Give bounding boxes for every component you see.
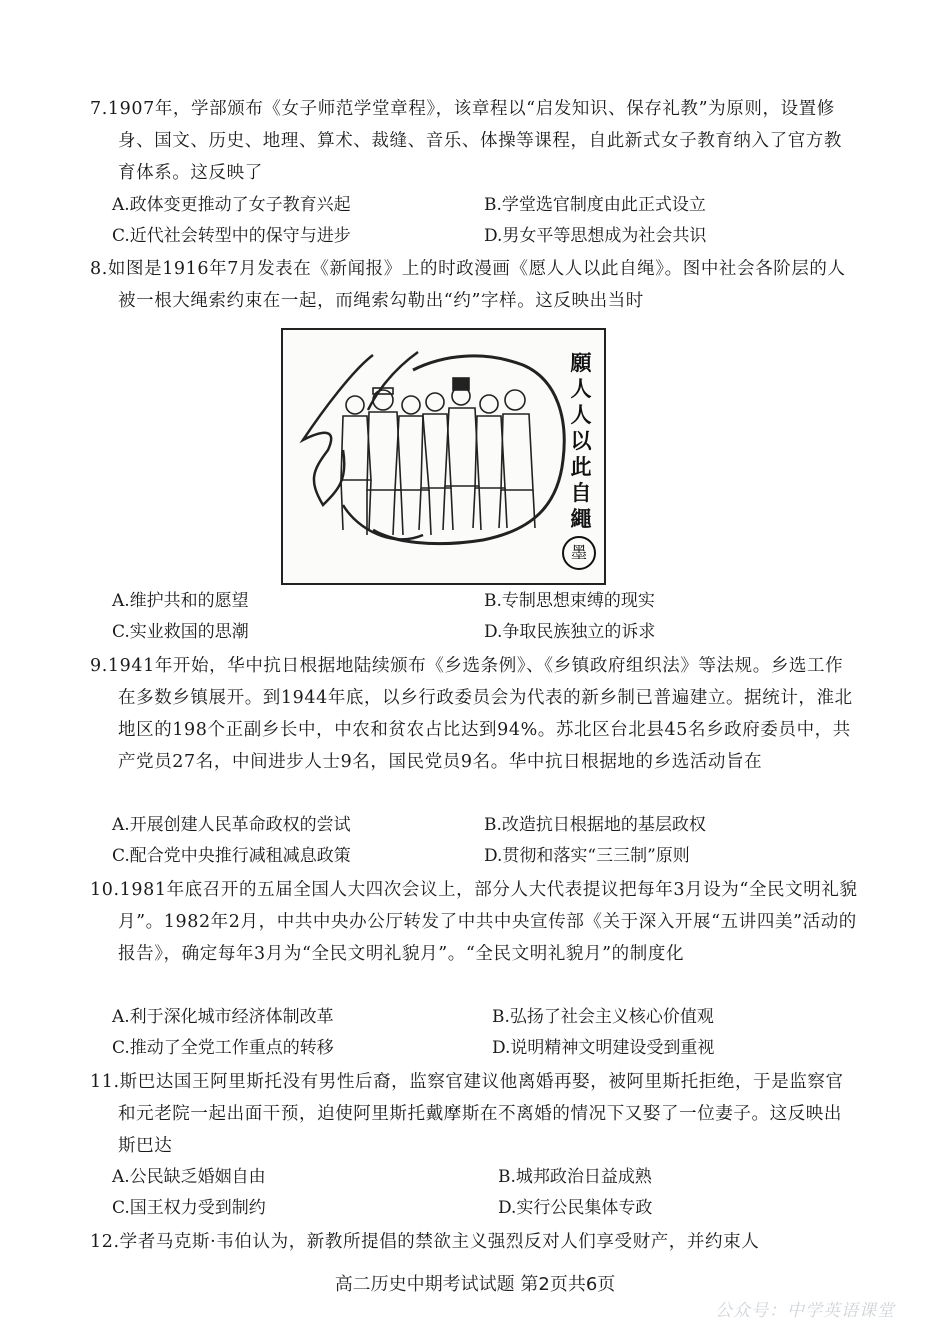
watermark: 公众号：中学英语课堂 <box>715 1301 895 1321</box>
rope-stroke-left <box>303 355 373 505</box>
q8-option-c: C.实业救国的思潮 <box>112 622 249 642</box>
q11-option-a: A.公民缺乏婚姻自由 <box>112 1167 266 1187</box>
q10-option-d: D.说明精神文明建设受到重视 <box>492 1038 715 1058</box>
question-11 <box>90 1066 860 1162</box>
question-7 <box>90 93 860 189</box>
q8-option-d: D.争取民族独立的诉求 <box>484 622 656 642</box>
question-10-stem: 10.1981年底召开的五届全国人大四次会议上，部分人大代表提议把每年3月设为“全民文明礼貌月”。1982年2月，中共中央办公厅转发了中共中央宣传部《关于深入开展“五讲四美”活动的报告》，确定每年3月为“全民文明礼貌月”。“全民文明礼貌月”的制度化 <box>90 880 858 964</box>
question-7-options <box>112 190 792 252</box>
q7-option-b: B.学堂选官制度由此正式设立 <box>484 195 706 215</box>
q9-option-c: C.配合党中央推行减租减息政策 <box>112 846 351 866</box>
political-cartoon <box>281 328 606 585</box>
question-8 <box>90 253 860 317</box>
question-9-stem: 9.1941年开始，华中抗日根据地陆续颁布《乡选条例》、《乡镇政府组织法》等法规。乡选工作在多数乡镇展开。到1944年底，以乡行政委员会为代表的新乡制已普遍建立。据统计，淮北地区的198个正副乡长中，中农和贫农占比达到94%。苏北区台北县45名乡政府委员中，共产党员27名，中间进步人士9名，国民党员9名。华中抗日根据地的乡选活动旨在 <box>90 656 853 772</box>
q7-option-a: A.政体变更推动了女子教育兴起 <box>112 195 351 215</box>
q11-option-b: B.城邦政治日益成熟 <box>498 1167 652 1187</box>
q7-option-d: D.男女平等思想成为社会共识 <box>484 226 707 246</box>
question-9-options <box>112 810 792 872</box>
q8-option-b: B.专制思想束缚的现实 <box>484 591 655 611</box>
q10-option-b: B.弘扬了社会主义核心价值观 <box>492 1007 714 1027</box>
question-10 <box>90 874 860 970</box>
question-10-options <box>112 1002 792 1064</box>
cartoon-figures <box>341 378 535 535</box>
question-7-stem: 7.1907年，学部颁布《女子师范学堂章程》，该章程以“启发知识、保存礼教”为原则，设置修身、国文、历史、地理、算术、裁缝、音乐、体操等课程，自此新式女子教育纳入了官方教育体系。这反映了 <box>90 99 842 183</box>
q10-option-c: C.推动了全党工作重点的转移 <box>112 1038 334 1058</box>
question-8-stem: 8.如图是1916年7月发表在《新闻报》上的时政漫画《愿人人以此自绳》。图中社会各阶层的人被一根大绳索约束在一起，而绳索勾勒出“约”字样。这反映出当时 <box>90 259 846 311</box>
q7-option-c: C.近代社会转型中的保守与进步 <box>112 226 351 246</box>
q10-option-a: A.利于深化城市经济体制改革 <box>112 1007 334 1027</box>
cartoon-signature: 墨 <box>562 536 596 570</box>
question-11-options <box>112 1162 792 1224</box>
q9-option-a: A.开展创建人民革命政权的尝试 <box>112 815 351 835</box>
page-footer: 高二历史中期考试试题 第2页共6页 <box>334 1274 616 1295</box>
q11-option-d: D.实行公民集体专政 <box>498 1198 653 1218</box>
cartoon-drawing <box>283 330 604 583</box>
question-9 <box>90 650 860 778</box>
q9-option-d: D.贯彻和落实“三三制”原则 <box>484 846 690 866</box>
question-11-stem: 11.斯巴达国王阿里斯托没有男性后裔，监察官建议他离婚再娶，被阿里斯托拒绝，于是监察官和元老院一起出面干预，迫使阿里斯托戴摩斯在不离婚的情况下又娶了一位妻子。这反映出斯巴达 <box>90 1072 844 1156</box>
q9-option-b: B.改造抗日根据地的基层政权 <box>484 815 706 835</box>
question-8-options <box>112 586 792 648</box>
question-12-stem: 12.学者马克斯·韦伯认为，新教所提倡的禁欲主义强烈反对人们享受财产，并约束人 <box>90 1232 760 1252</box>
q8-option-a: A.维护共和的愿望 <box>112 591 249 611</box>
q11-option-c: C.国王权力受到制约 <box>112 1198 266 1218</box>
cartoon-caption: 願人人以此自繩 <box>570 350 592 531</box>
question-12 <box>90 1226 860 1258</box>
